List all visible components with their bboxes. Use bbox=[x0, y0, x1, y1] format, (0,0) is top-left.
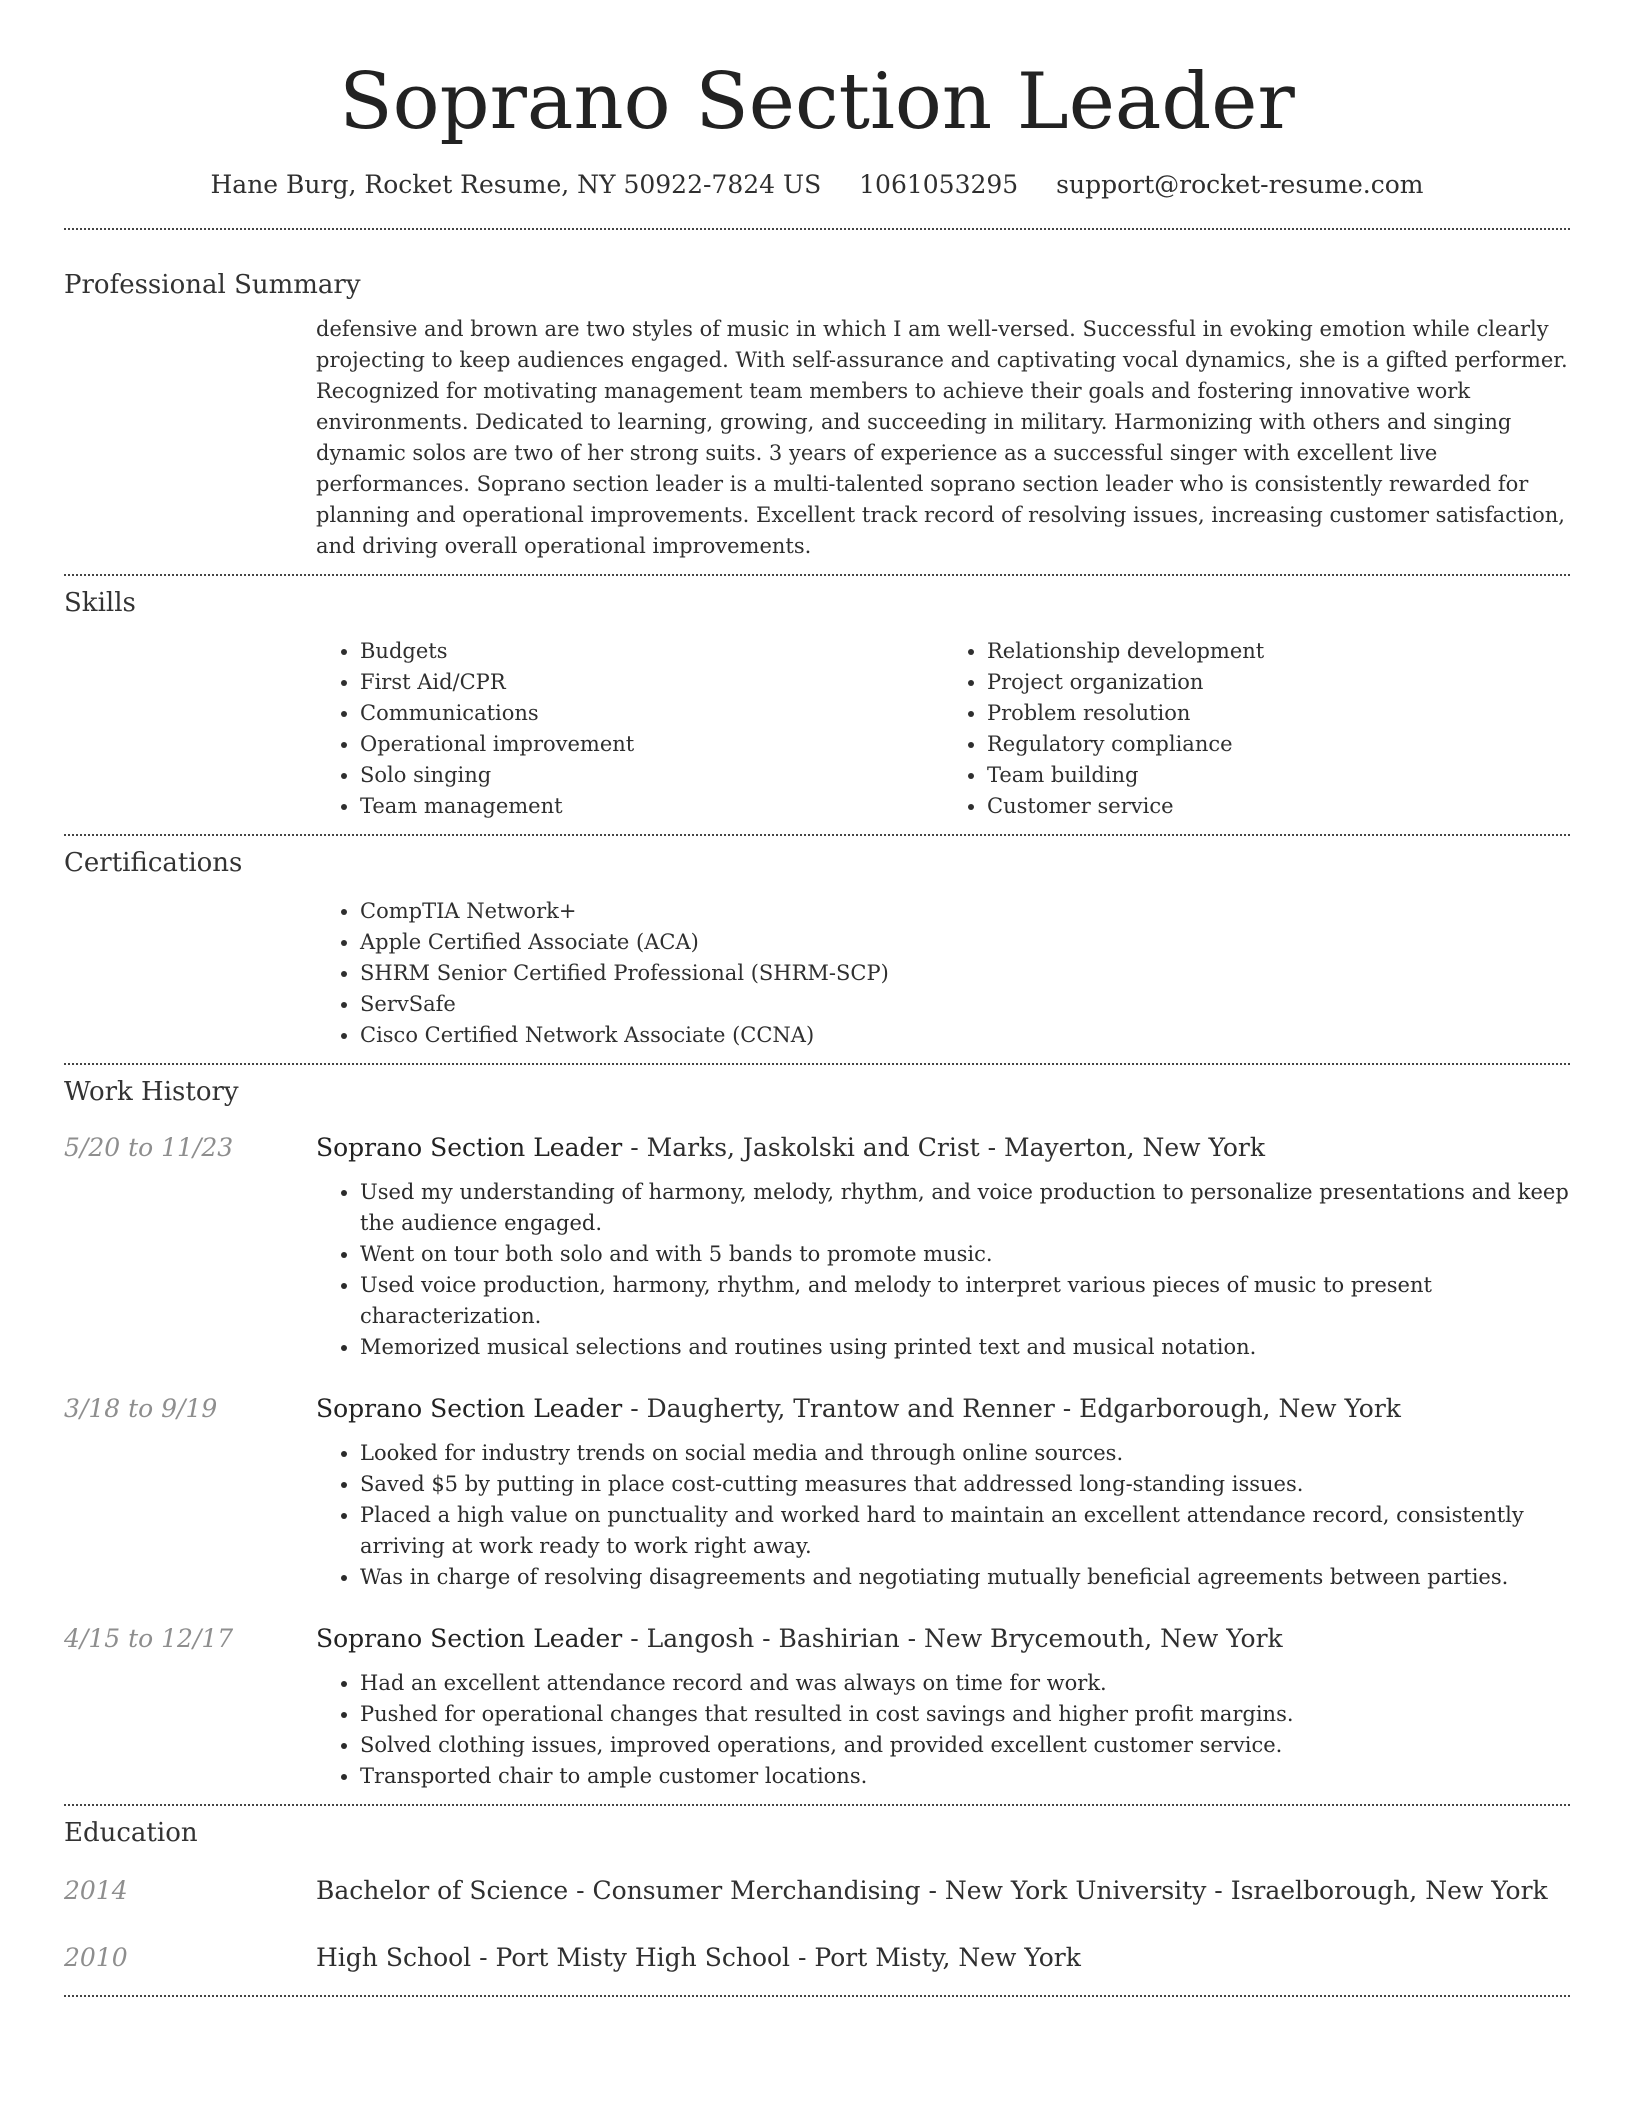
section-title-skills: Skills bbox=[64, 588, 136, 618]
skill-item: • Solo singing bbox=[360, 760, 943, 791]
education-degree: High School bbox=[316, 1943, 472, 1972]
divider bbox=[64, 1995, 1570, 1997]
divider bbox=[64, 834, 1570, 836]
section-title-education: Education bbox=[64, 1818, 198, 1848]
divider bbox=[64, 228, 1570, 230]
skill-item: • Regulatory compliance bbox=[987, 729, 1570, 760]
education-year: 2010 bbox=[64, 1943, 128, 1972]
job-role: Soprano Section Leader bbox=[316, 1394, 623, 1423]
summary-text: defensive and brown are two styles of music in which I am well-versed. Successful in evoking emotion while clearly projecting to keep audiences engaged. With self-assurance and captivating vocal dynamics, she is a gifted performer. Recognized for motivating management team members to achieve their goals and fostering innovative work environments. Dedicated to learning, growing, and succeeding in military. Harmonizing with others and singing dynamic solos are two of her strong suits. 3 years of experience as a successful singer with excellent live performances. Soprano section leader is a multi-talented soprano section leader who is consistently rewarded for planning and operational improvements. Excellent track record of resolving issues, increasing customer satisfaction, and driving overall operational improvements. bbox=[316, 317, 1568, 558]
resume-name: Soprano Section Leader bbox=[339, 57, 1295, 147]
job-entry bbox=[64, 1131, 1570, 1363]
section-education bbox=[64, 1816, 1570, 1975]
divider bbox=[64, 574, 1570, 576]
skills-list bbox=[316, 636, 1570, 822]
job-entry bbox=[64, 1622, 1570, 1792]
job-employer: - Daugherty, Trantow and Renner - Edgarborough, New York bbox=[622, 1394, 1401, 1423]
job-bullet: • Saved $5 by putting in place cost-cutting measures that addressed long-standing issues. bbox=[360, 1469, 1570, 1500]
job-bullet: • Had an excellent attendance record and was always on time for work. bbox=[360, 1668, 1570, 1699]
job-bullet: • Used my understanding of harmony, melody, rhythm, and voice production to personalize presentations and keep the audience engaged. bbox=[360, 1177, 1570, 1239]
skill-item: • Problem resolution bbox=[987, 698, 1570, 729]
certification-item: • ServSafe bbox=[360, 989, 1570, 1020]
section-certifications bbox=[64, 846, 1570, 1051]
divider bbox=[64, 1063, 1570, 1065]
job-title bbox=[316, 1131, 1570, 1165]
contact-phone: 1061053295 bbox=[859, 170, 1019, 199]
section-summary bbox=[64, 268, 1570, 562]
skill-item: • Team building bbox=[987, 760, 1570, 791]
skill-item: • Team management bbox=[360, 791, 943, 822]
job-title bbox=[316, 1392, 1570, 1426]
education-year: 2014 bbox=[64, 1876, 128, 1905]
job-bullets bbox=[316, 1177, 1570, 1363]
job-title bbox=[316, 1622, 1570, 1656]
skill-item: • Relationship development bbox=[987, 636, 1570, 667]
education-school: - New York University - Israelborough, New York bbox=[920, 1876, 1548, 1905]
job-bullet: • Memorized musical selections and routines using printed text and musical notation. bbox=[360, 1332, 1570, 1363]
job-dates: 4/15 to 12/17 bbox=[64, 1624, 234, 1653]
job-dates: 5/20 to 11/23 bbox=[64, 1133, 234, 1162]
skill-item: • Budgets bbox=[360, 636, 943, 667]
skills-column-right bbox=[943, 636, 1570, 822]
education-text bbox=[316, 1874, 1548, 1908]
section-work-history bbox=[64, 1075, 1570, 1792]
job-bullet: • Placed a high value on punctuality and worked hard to maintain an excellent attendance record, consistently arriving at work ready to work right away. bbox=[360, 1500, 1570, 1562]
job-bullet: • Was in charge of resolving disagreements and negotiating mutually beneficial agreements between parties. bbox=[360, 1562, 1570, 1593]
job-bullets bbox=[316, 1438, 1570, 1593]
education-text bbox=[316, 1941, 1081, 1975]
education-degree: Bachelor of Science - Consumer Merchandising bbox=[316, 1876, 921, 1905]
certification-item: • Apple Certified Associate (ACA) bbox=[360, 927, 1570, 958]
divider bbox=[64, 1804, 1570, 1806]
section-skills bbox=[64, 586, 1570, 822]
section-title-certifications: Certifications bbox=[64, 848, 243, 878]
section-title-work-history: Work History bbox=[64, 1077, 239, 1107]
certification-item: • CompTIA Network+ bbox=[360, 896, 1570, 927]
skill-item: • Communications bbox=[360, 698, 943, 729]
job-bullet: • Pushed for operational changes that resulted in cost savings and higher profit margins. bbox=[360, 1699, 1570, 1730]
certifications-list bbox=[316, 896, 1570, 1051]
job-bullet: • Went on tour both solo and with 5 bands to promote music. bbox=[360, 1239, 1570, 1270]
skills-column-left bbox=[316, 636, 943, 822]
job-role: Soprano Section Leader bbox=[316, 1624, 623, 1653]
contact-line bbox=[64, 168, 1570, 202]
contact-email: support@rocket-resume.com bbox=[1056, 170, 1424, 199]
education-entry bbox=[64, 1941, 1570, 1975]
resume-page bbox=[64, 0, 1570, 1997]
skill-item: • Operational improvement bbox=[360, 729, 943, 760]
skill-item: • Project organization bbox=[987, 667, 1570, 698]
section-title-summary: Professional Summary bbox=[64, 270, 361, 300]
job-bullet: • Looked for industry trends on social media and through online sources. bbox=[360, 1438, 1570, 1469]
job-employer: - Langosh - Bashirian - New Brycemouth, New York bbox=[622, 1624, 1283, 1653]
certification-item: • SHRM Senior Certified Professional (SHRM-SCP) bbox=[360, 958, 1570, 989]
job-employer: - Marks, Jaskolski and Crist - Mayerton, New York bbox=[622, 1133, 1265, 1162]
contact-address: Hane Burg, Rocket Resume, NY 50922-7824 US bbox=[210, 170, 822, 199]
skill-item: • First Aid/CPR bbox=[360, 667, 943, 698]
education-school: - Port Misty High School - Port Misty, New York bbox=[471, 1943, 1081, 1972]
job-bullets bbox=[316, 1668, 1570, 1792]
job-bullet: • Solved clothing issues, improved operations, and provided excellent customer service. bbox=[360, 1730, 1570, 1761]
job-dates: 3/18 to 9/19 bbox=[64, 1394, 218, 1423]
job-bullet: • Transported chair to ample customer locations. bbox=[360, 1761, 1570, 1792]
job-bullet: • Used voice production, harmony, rhythm, and melody to interpret various pieces of music to present characterization. bbox=[360, 1270, 1570, 1332]
skill-item: • Customer service bbox=[987, 791, 1570, 822]
job-entry bbox=[64, 1392, 1570, 1593]
certification-item: • Cisco Certified Network Associate (CCNA) bbox=[360, 1020, 1570, 1051]
education-entry bbox=[64, 1874, 1570, 1908]
job-role: Soprano Section Leader bbox=[316, 1133, 623, 1162]
